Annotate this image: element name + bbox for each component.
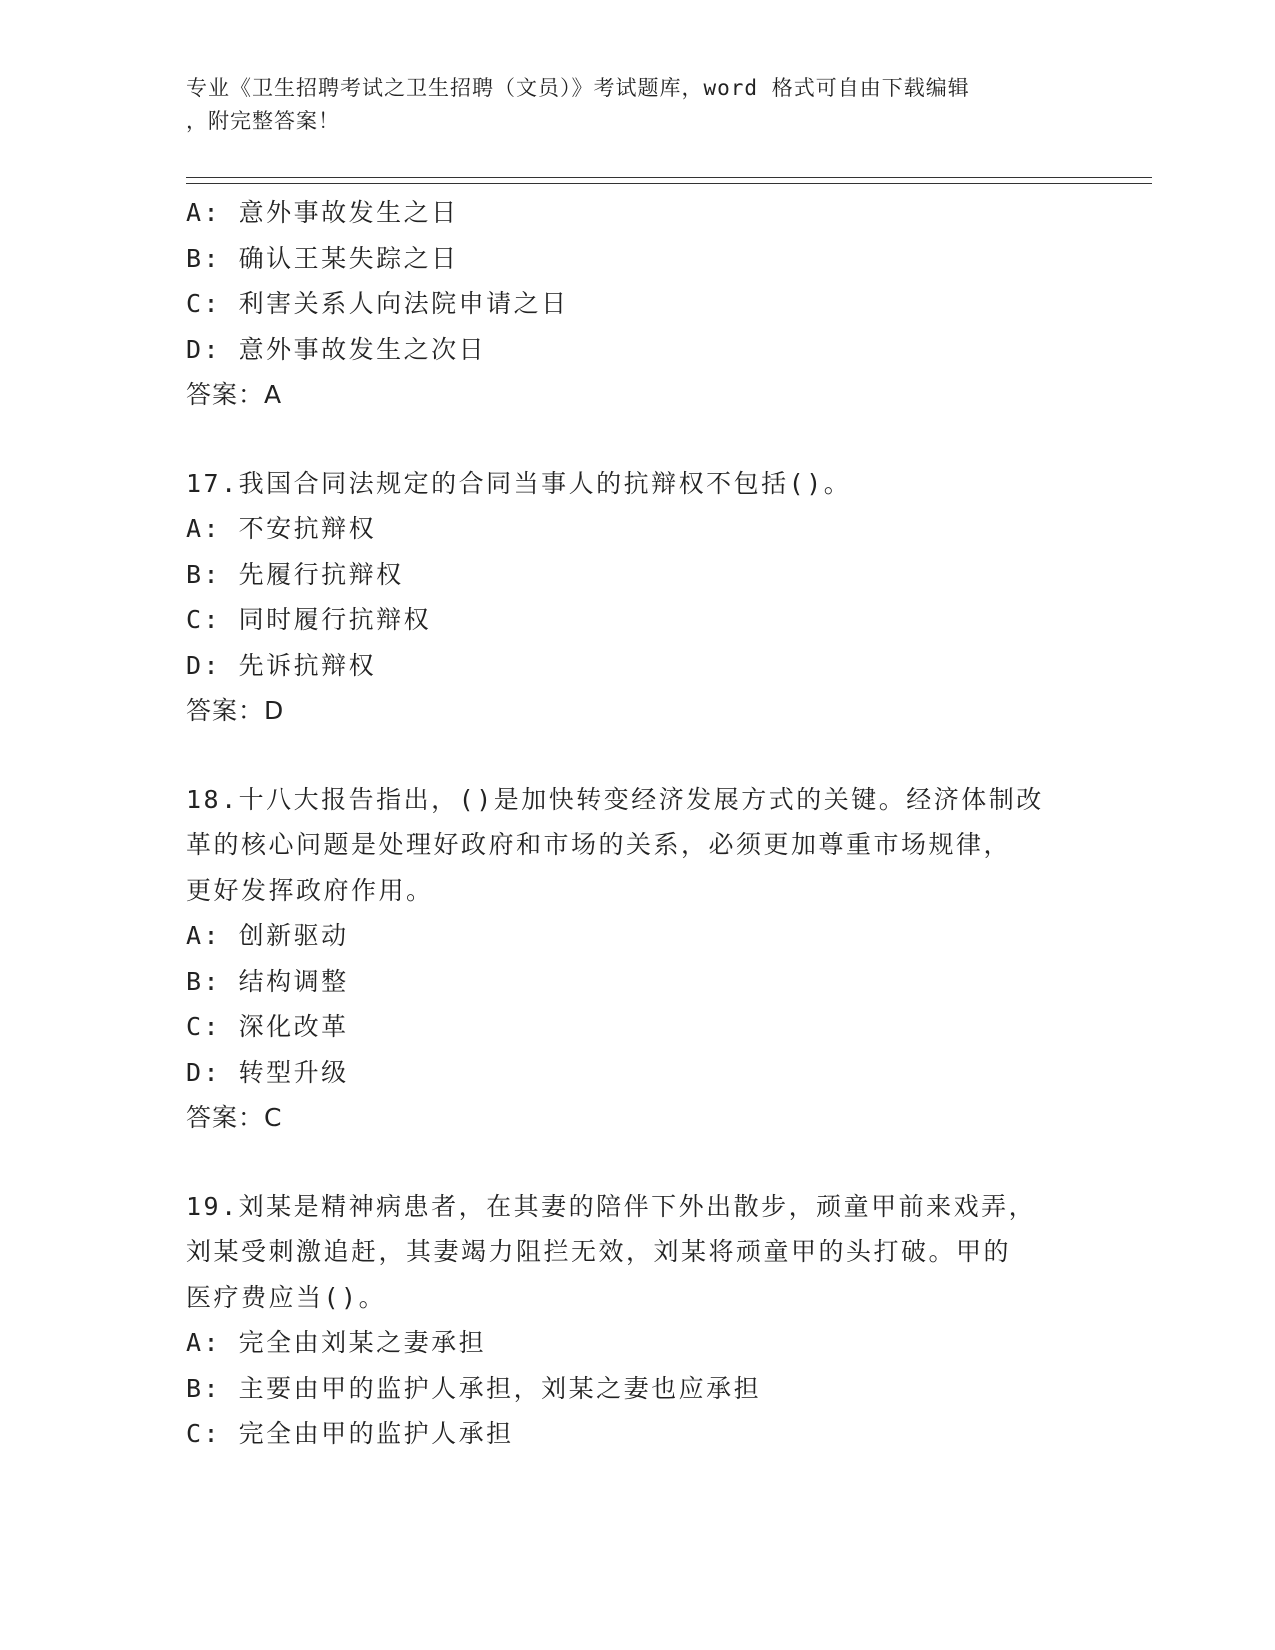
option-c: C: 利害关系人向法院申请之日 [186,289,569,318]
option-d: D: 意外事故发生之次日 [186,334,487,364]
spacer [186,1141,1086,1184]
question-stem-line-3: 更好发挥政府作用。 [186,875,434,905]
question-stem-line-1: 18.十八大报告指出，()是加快转变经济发展方式的关键。经济体制改 [186,784,1044,814]
option-a: A: 创新驱动 [186,921,349,950]
option-b: B: 主要由甲的监护人承担，刘某之妻也应承担 [186,1373,762,1403]
option-c: C: 完全由甲的监护人承担 [186,1419,514,1448]
header-line-1: 专业《卫生招聘考试之卫生招聘（文员）》考试题库，word 格式可自由下载编辑 [186,76,970,100]
question-stem-line-3: 医疗费应当()。 [186,1282,387,1312]
option-b: B: 先履行抗辩权 [186,559,404,589]
answer: 答案：C [186,1103,283,1132]
answer: 答案：D [186,696,285,725]
question-19 [186,1184,1086,1457]
header-divider-top [186,177,1152,178]
header-line-2: ，附完整答案！ [186,109,340,133]
header-divider-bottom [186,183,1152,184]
spacer [186,734,1086,777]
option-c: C: 同时履行抗辩权 [186,605,432,634]
question-stem: 17.我国合同法规定的合同当事人的抗辩权不包括()。 [186,468,852,498]
option-d: D: 先诉抗辩权 [186,650,377,680]
option-d: D: 转型升级 [186,1057,349,1087]
question-list [186,190,1086,1457]
question-stem-line-2: 刘某受刺激追赶，其妻竭力阻拦无效，刘某将顽童甲的头打破。甲的 [186,1237,1012,1266]
document-header [186,72,1066,138]
option-b: B: 结构调整 [186,966,349,996]
question-stem-line-2: 革的核心问题是处理好政府和市场的关系，必须更加尊重市场规律， [186,830,1012,859]
answer: 答案：A [186,380,283,409]
option-a: A: 不安抗辩权 [186,514,377,543]
option-b: B: 确认王某失踪之日 [186,243,459,273]
question-stem-line-1: 19.刘某是精神病患者，在其妻的陪伴下外出散步，顽童甲前来戏弄， [186,1191,1037,1221]
option-a: A: 完全由刘某之妻承担 [186,1328,487,1357]
question-18 [186,777,1086,1141]
spacer [186,418,1086,461]
question-16 [186,190,1086,418]
option-a: A: 意外事故发生之日 [186,198,459,227]
question-17 [186,461,1086,734]
option-c: C: 深化改革 [186,1012,349,1041]
